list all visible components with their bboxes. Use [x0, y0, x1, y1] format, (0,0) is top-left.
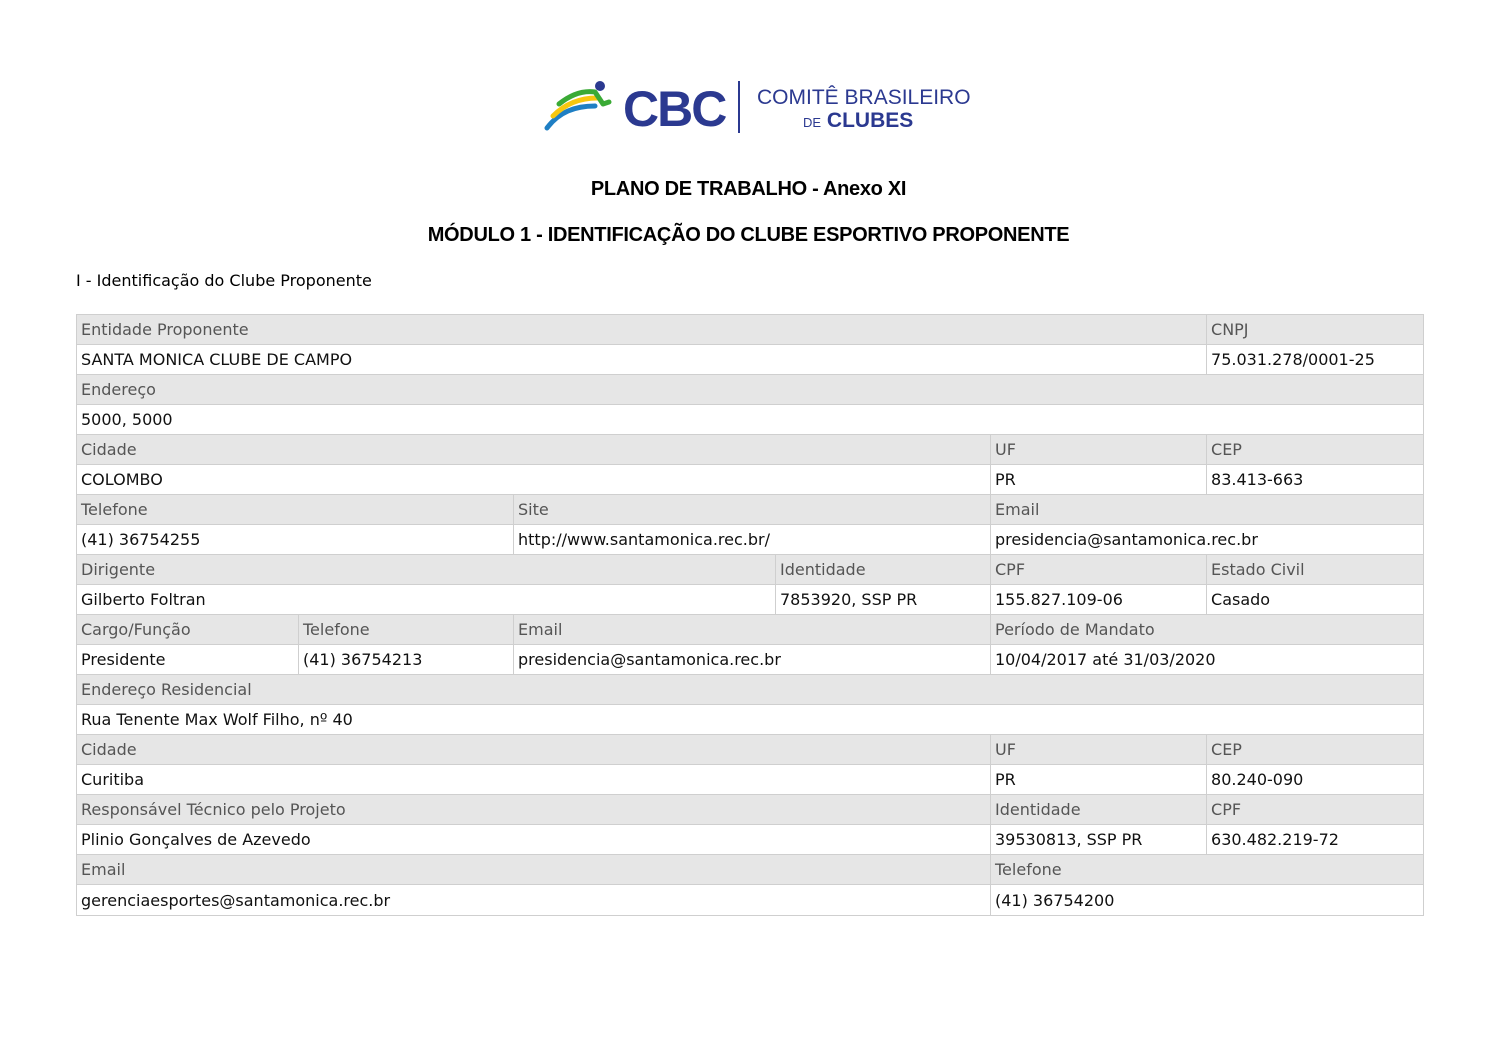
responsavel-value: Plinio Gonçalves de Azevedo [77, 825, 991, 855]
table-row [77, 315, 1423, 345]
table-row [77, 885, 1423, 915]
dirigente-email-value: presidencia@santamonica.rec.br [514, 645, 991, 675]
endereco-residencial-label: Endereço Residencial [77, 675, 1423, 705]
site-label: Site [514, 495, 991, 525]
table-row [77, 675, 1423, 705]
res-uf-label: UF [991, 735, 1207, 765]
dirigente-label: Dirigente [77, 555, 776, 585]
endereco-residencial-value: Rua Tenente Max Wolf Filho, nº 40 [77, 705, 1423, 735]
logo-line2: DE CLUBES [803, 109, 914, 132]
cargo-label: Cargo/Função [77, 615, 299, 645]
cnpj-value: 75.031.278/0001-25 [1207, 345, 1423, 375]
table-row [77, 765, 1423, 795]
module-title: MÓDULO 1 - IDENTIFICAÇÃO DO CLUBE ESPORTIVO PROPONENTE [427, 224, 1070, 246]
resp-identidade-label: Identidade [991, 795, 1207, 825]
identification-table [76, 314, 1424, 916]
estado-civil-label: Estado Civil [1207, 555, 1423, 585]
resp-email-label: Email [77, 855, 991, 885]
table-row [77, 645, 1423, 675]
table-row [77, 555, 1423, 585]
resp-telefone-label: Telefone [991, 855, 1423, 885]
res-cidade-value: Curitiba [77, 765, 991, 795]
dirigente-cpf-value: 155.827.109-06 [991, 585, 1207, 615]
email-label: Email [991, 495, 1423, 525]
table-row [77, 615, 1423, 645]
dirigente-telefone-label: Telefone [299, 615, 514, 645]
resp-cpf-value: 630.482.219-72 [1207, 825, 1423, 855]
table-row [77, 435, 1423, 465]
estado-civil-value: Casado [1207, 585, 1423, 615]
table-row [77, 855, 1423, 885]
endereco-value: 5000, 5000 [77, 405, 1423, 435]
email-value: presidencia@santamonica.rec.br [991, 525, 1423, 555]
resp-telefone-value: (41) 36754200 [991, 885, 1423, 915]
mandato-value: 10/04/2017 até 31/03/2020 [991, 645, 1423, 675]
dirigente-email-label: Email [514, 615, 991, 645]
res-cep-value: 80.240-090 [1207, 765, 1423, 795]
identidade-label: Identidade [776, 555, 991, 585]
logo-line1: COMITÊ BRASILEIRO [757, 86, 971, 109]
table-row [77, 345, 1423, 375]
table-row [77, 495, 1423, 525]
mandato-label: Período de Mandato [991, 615, 1423, 645]
dirigente-identidade-value: 7853920, SSP PR [776, 585, 991, 615]
dirigente-value: Gilberto Foltran [77, 585, 776, 615]
resp-email-value: gerenciaesportes@santamonica.rec.br [77, 885, 991, 915]
table-row [77, 465, 1423, 495]
dirigente-telefone-value: (41) 36754213 [299, 645, 514, 675]
cpf-label: CPF [991, 555, 1207, 585]
cep-value: 83.413-663 [1207, 465, 1423, 495]
resp-cpf-label: CPF [1207, 795, 1423, 825]
res-cidade-label: Cidade [77, 735, 991, 765]
res-uf-value: PR [991, 765, 1207, 795]
table-row [77, 705, 1423, 735]
endereco-label: Endereço [77, 375, 1423, 405]
res-cep-label: CEP [1207, 735, 1423, 765]
telefone-label: Telefone [77, 495, 514, 525]
document-title: PLANO DE TRABALHO - Anexo XI [590, 178, 907, 200]
entidade-label: Entidade Proponente [77, 315, 1207, 345]
entidade-value: SANTA MONICA CLUBE DE CAMPO [77, 345, 1207, 375]
table-row [77, 585, 1423, 615]
telefone-value: (41) 36754255 [77, 525, 514, 555]
table-row [77, 375, 1423, 405]
table-row [77, 795, 1423, 825]
uf-value: PR [991, 465, 1207, 495]
responsavel-label: Responsável Técnico pelo Projeto [77, 795, 991, 825]
cbc-logo [545, 76, 971, 138]
site-value: http://www.santamonica.rec.br/ [514, 525, 991, 555]
logo-mark: CBC [623, 81, 726, 137]
cargo-value: Presidente [77, 645, 299, 675]
table-row [77, 405, 1423, 435]
cidade-label: Cidade [77, 435, 991, 465]
cep-label: CEP [1207, 435, 1423, 465]
table-row [77, 735, 1423, 765]
table-row [77, 825, 1423, 855]
resp-identidade-value: 39530813, SSP PR [991, 825, 1207, 855]
table-row [77, 525, 1423, 555]
cnpj-label: CNPJ [1207, 315, 1423, 345]
section-title: I - Identificação do Clube Proponente [76, 271, 372, 290]
logo-divider [738, 81, 740, 133]
runner-icon [547, 81, 609, 128]
cidade-value: COLOMBO [77, 465, 991, 495]
uf-label: UF [991, 435, 1207, 465]
